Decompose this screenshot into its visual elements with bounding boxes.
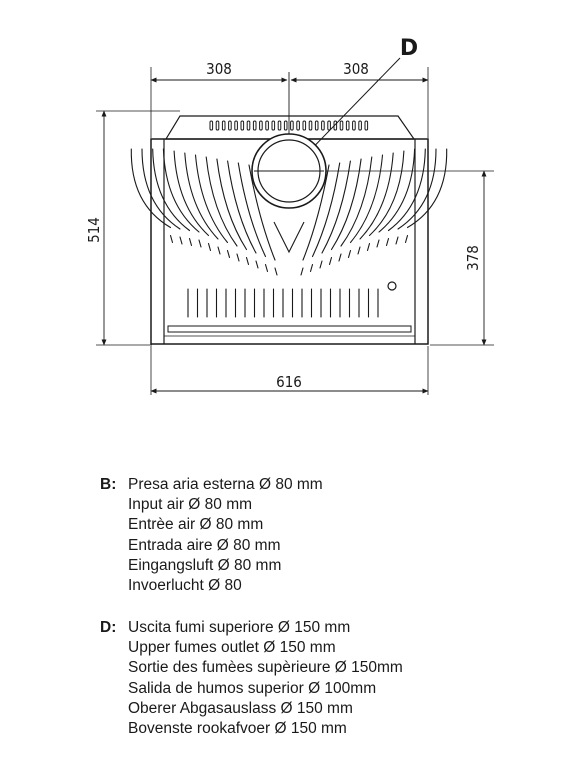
grill-dash — [311, 265, 313, 272]
vent-slot — [334, 121, 337, 130]
vent-slot — [291, 121, 294, 130]
dim-label-left-308: 308 — [206, 60, 232, 78]
dim-label-514: 514 — [85, 217, 103, 243]
grill-dash — [256, 261, 258, 268]
vent-slot — [346, 121, 349, 130]
vent-slot — [247, 121, 250, 130]
grill-dash — [301, 268, 303, 275]
vent-slot — [297, 121, 300, 130]
grill-curve — [332, 159, 362, 250]
dim-label-616: 616 — [276, 373, 302, 391]
legend-d-key: D: — [100, 619, 117, 636]
callout-d-label: D — [399, 36, 419, 61]
grill-dash — [406, 236, 408, 243]
grill-dash — [199, 240, 201, 247]
legend-d-line: Upper fumes outlet Ø 150 mm — [128, 639, 336, 657]
legend-d-line: Bovenste rookafvoer Ø 150 mm — [128, 720, 347, 738]
grill-dash — [266, 265, 268, 272]
vent-slot — [241, 121, 244, 130]
grill-dash — [180, 237, 182, 244]
grill-curve — [398, 149, 436, 229]
vent-slot — [328, 121, 331, 130]
legend-b-line: Entrada aire Ø 80 mm — [128, 536, 281, 554]
grill-dash — [320, 261, 322, 268]
grill-dash — [349, 251, 351, 258]
grill-curve — [196, 155, 228, 243]
legend-b-line: Eingangsluft Ø 80 mm — [128, 556, 282, 574]
grill-dash — [190, 239, 192, 246]
vent-slot — [353, 121, 356, 130]
vent-slot — [322, 121, 325, 130]
grill-curve — [142, 149, 180, 229]
dim-label-378: 378 — [464, 245, 482, 271]
grill-dash — [209, 244, 211, 251]
legend-b-line: Entrèe air Ø 80 mm — [128, 516, 264, 534]
legend-b-line: Invoerlucht Ø 80 — [128, 577, 242, 595]
legend-b-key: B: — [100, 476, 117, 493]
vent-slot — [315, 121, 318, 130]
grill-dash — [358, 247, 360, 254]
grill-center-v — [274, 222, 304, 252]
grill-curve — [174, 151, 208, 236]
legend-d-line: Sortie des fumèes supèrieure Ø 150mm — [128, 659, 403, 677]
vent-slot — [365, 121, 368, 130]
vent-slot — [235, 121, 238, 130]
grill-dash — [218, 247, 220, 254]
vent-slot — [260, 121, 263, 130]
legend-d-line: Salida de humos superior Ø 100mm — [128, 679, 377, 697]
grill-curve — [341, 157, 372, 246]
dim-label-right-308: 308 — [343, 60, 369, 78]
grill-dash — [368, 244, 370, 251]
air-intake-knob — [388, 282, 396, 290]
dimension-lines — [104, 72, 484, 391]
grill-dash — [396, 237, 398, 244]
vent-slot — [210, 121, 213, 130]
vent-slot — [253, 121, 256, 130]
vent-slot — [229, 121, 232, 130]
vent-slot — [266, 121, 269, 130]
grill-curve — [351, 155, 383, 243]
grill-dash — [171, 236, 173, 243]
vent-slot — [309, 121, 312, 130]
vent-slot — [272, 121, 275, 130]
legend-d — [100, 618, 403, 739]
grill-curve — [370, 151, 404, 236]
legend-b-line: Presa aria esterna Ø 80 mm — [128, 476, 323, 493]
grill-curve — [206, 157, 237, 246]
grill-curve — [217, 159, 247, 250]
legend-b-line: Input air Ø 80 mm — [128, 496, 253, 514]
grill-dash — [387, 239, 389, 246]
grill-dash — [247, 258, 249, 265]
grill-dash — [275, 268, 277, 275]
legend-b — [100, 475, 323, 596]
flue-outlet — [252, 134, 326, 208]
grill-dash — [237, 254, 239, 261]
vent-slot — [216, 121, 219, 130]
vent-slot — [359, 121, 362, 130]
vent-slot — [284, 121, 287, 130]
grill-dash — [228, 251, 230, 258]
grill-dash — [330, 258, 332, 265]
legend-d-line: Uscita fumi superiore Ø 150 mm — [128, 619, 351, 636]
grill-dash — [339, 254, 341, 261]
vent-slot — [222, 121, 225, 130]
vent-slot — [303, 121, 306, 130]
grill-dash — [377, 240, 379, 247]
vent-slot — [278, 121, 281, 130]
vent-slot — [340, 121, 343, 130]
stove-plinth — [168, 326, 411, 332]
legend-d-line: Oberer Abgasauslass Ø 150 mm — [128, 699, 353, 717]
